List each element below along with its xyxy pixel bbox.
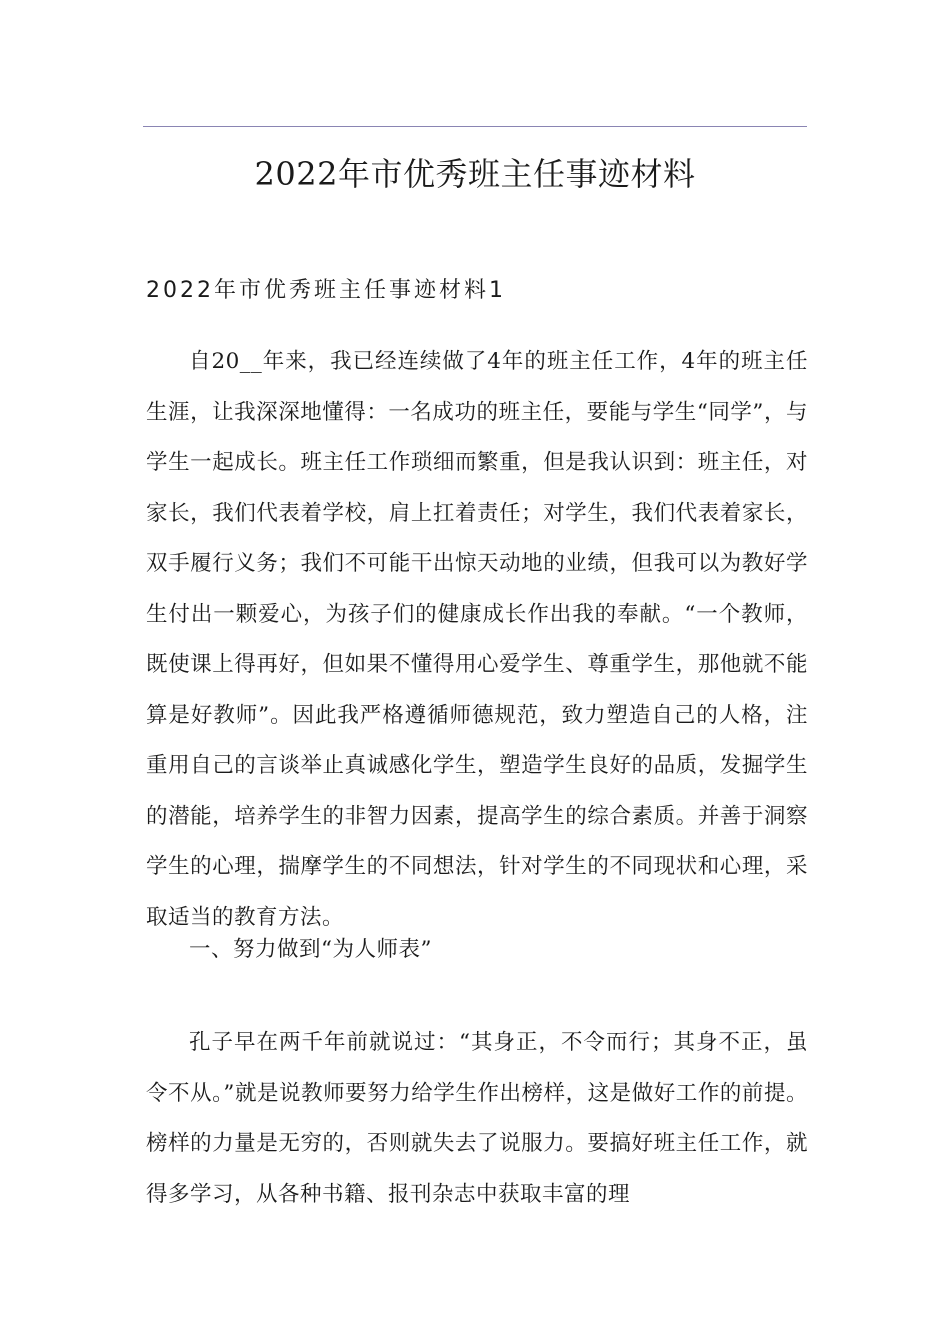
subheading-1: 一、努力做到“为人师表” bbox=[189, 937, 432, 962]
paragraph-2: 孔子早在两千年前就说过：“其身正，不令而行；其身不正，虽令不从。”就是说教师要努力给学生作出榜样，这是做好工作的前提。榜样的力量是无穷的，否则就失去了说服力。要搞好班主任工作，就得多学习，从各种书籍、报刊杂志中获取丰富的理 bbox=[146, 1030, 808, 1207]
document-title: 2022年市优秀班主任事迹材料 bbox=[254, 155, 696, 193]
header-rule bbox=[143, 126, 807, 127]
paragraph-1: 自20__年来，我已经连续做了4年的班主任工作，4年的班主任生涯，让我深深地懂得：一名成功的班主任，要能与学生“同学”，与学生一起成长。班主任工作琐细而繁重，但是我认识到：班主任，对家长，我们代表着学校，肩上扛着责任；对学生，我们代表着家长，双手履行义务；我们不可能干出惊天动地的业绩，但我可以为教好学生付出一颗爱心，为孩子们的健康成长作出我的奉献。“一个教师，既使课上得再好，但如果不懂得用心爱学生、尊重学生，那他就不能算是好教师”。因此我严格遵循师德规范，致力塑造自己的人格，注重用自己的言谈举止真诚感化学生，塑造学生良好的品质，发掘学生的潜能，培养学生的非智力因素，提高学生的综合素质。并善于洞察学生的心理，揣摩学生的不同想法，针对学生的不同现状和心理，采取适当的教育方法。 bbox=[146, 349, 808, 930]
section-heading: 2022年市优秀班主任事迹材料1 bbox=[146, 278, 506, 303]
